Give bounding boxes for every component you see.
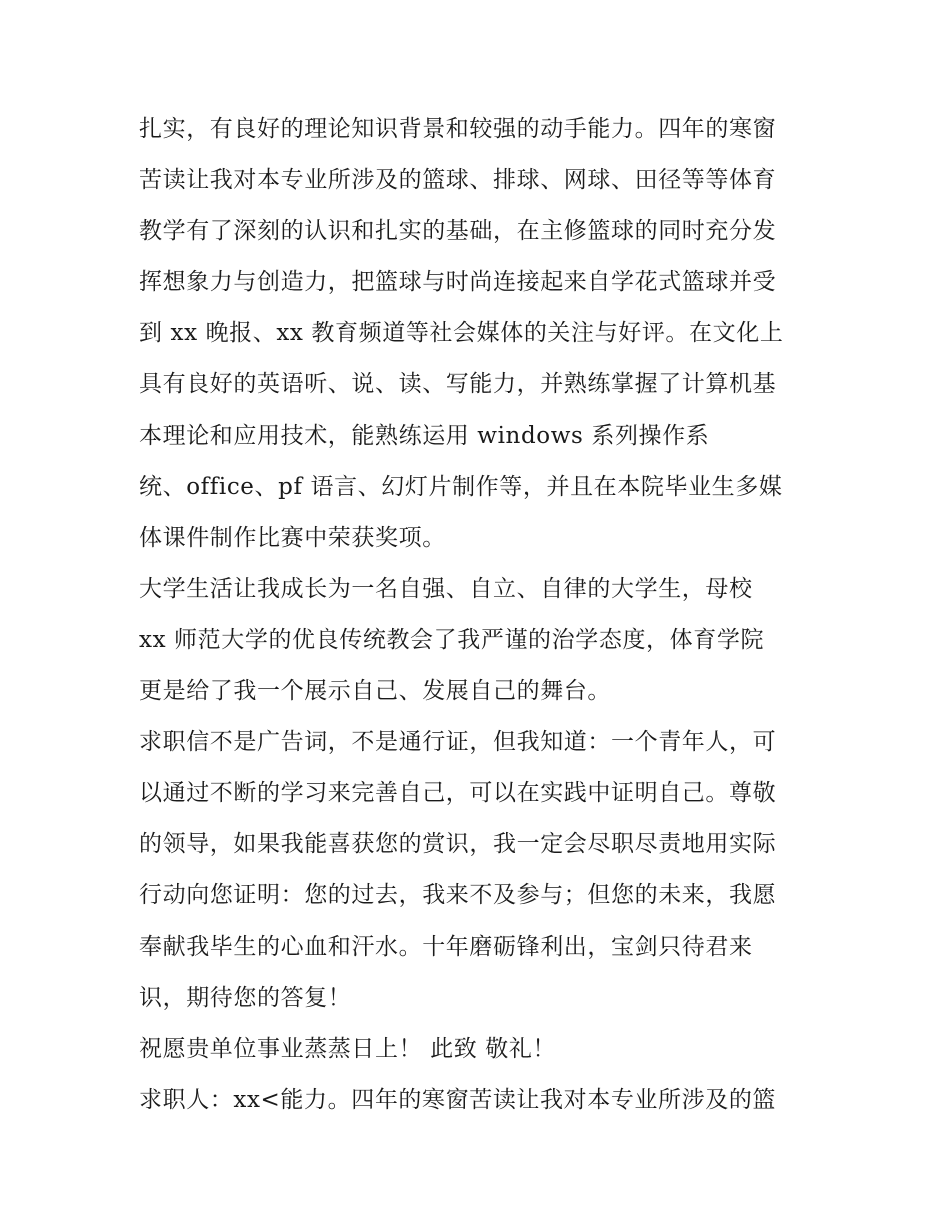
text-line-6: 具有良好的英语听、说、读、写能力，并熟练掌握了计算机基 [139,371,777,398]
text-line-14: 以通过不断的学习来完善自己，可以在实践中证明自己。尊敬 [139,780,777,807]
text-line-18: 识，期待您的答复！ [139,984,352,1011]
cover-letter-body [139,104,819,1126]
text-line-15: 的领导，如果我能喜获您的赏识，我一定会尽职尽责地用实际 [139,831,777,858]
closing-line: 祝愿贵单位事业蒸蒸日上！ 此致 敬礼！ [139,1035,557,1062]
text-line-16: 行动向您证明：您的过去，我来不及参与；但您的未来，我愿 [139,882,777,909]
signature-line: 求职人：xx<能力。四年的寒窗苦读让我对本专业所涉及的篮 [139,1086,777,1113]
text-line-1: 扎实，有良好的理论知识背景和较强的动手能力。四年的寒窗 [139,116,777,142]
text-line-3: 教学有了深刻的认识和扎实的基础，在主修篮球的同时充分发 [139,218,777,245]
text-line-5: 到 xx 晚报、xx 教育频道等社会媒体的关注与好评。在文化上 [139,320,784,347]
text-line-2: 苦读让我对本专业所涉及的篮球、排球、网球、田径等等体育 [139,167,777,194]
text-line-13: 求职信不是广告词，不是通行证，但我知道：一个青年人，可 [139,729,777,756]
text-line-12: 更是给了我一个展示自己、发展自己的舞台。 [139,678,611,705]
text-line-9: 体课件制作比赛中荣获奖项。 [139,524,446,551]
text-line-17: 奉献我毕生的心血和汗水。十年磨砺锋利出，宝剑只待君来 [139,933,753,960]
text-line-7: 本理论和应用技术，能熟练运用 windows 系列操作系 [139,422,710,449]
text-line-11: xx 师范大学的优良传统教会了我严谨的治学态度，体育学院 [139,626,765,653]
text-line-4: 挥想象力与创造力，把篮球与时尚连接起来自学花式篮球并受 [139,269,777,296]
text-line-8: 统、office、pf 语言、幻灯片制作等，并且在本院毕业生多媒 [139,473,783,500]
text-line-10: 大学生活让我成长为一名自强、自立、自律的大学生，母校 [139,575,753,602]
